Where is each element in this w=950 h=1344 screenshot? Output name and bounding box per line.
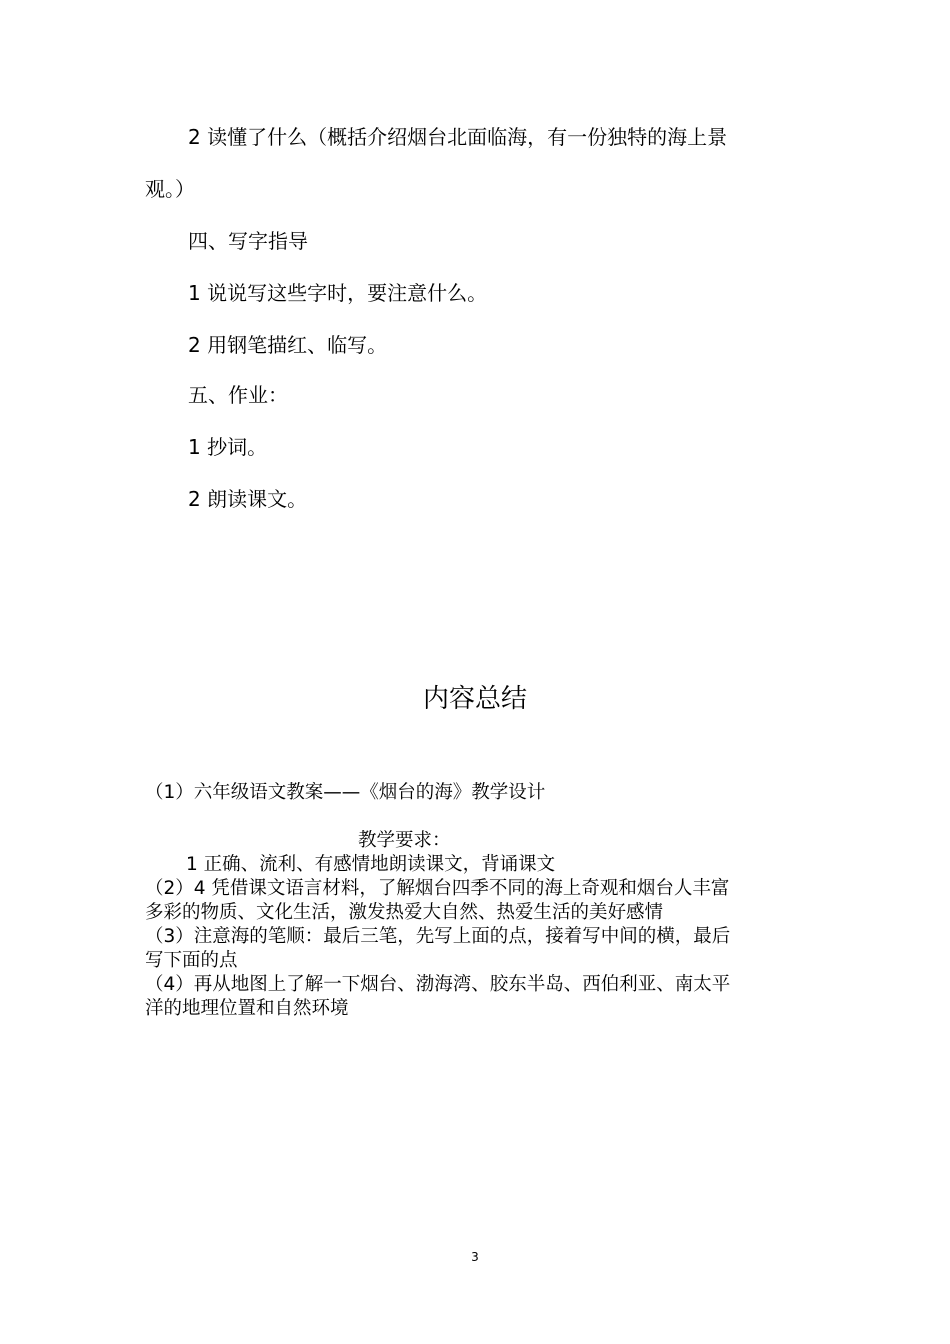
body-line: 1 说说写这些字时，要注意什么。 [188,281,488,305]
summary-line: （4）再从地图上了解一下烟台、渤海湾、胶东半岛、西伯利亚、南太平 [145,974,731,995]
section-heading: 五、作业： [188,383,288,407]
summary-line: （1）六年级语文教案——《烟台的海》教学设计 [145,782,546,803]
summary-line: （3）注意海的笔顺：最后三笔，先写上面的点，接着写中间的横，最后 [145,926,731,947]
body-line: 2 用钢笔描红、临写。 [188,333,388,357]
summary-title: 内容总结 [422,684,527,714]
page-number: 3 [471,1250,479,1264]
body-line: 观。） [145,177,195,201]
body-line: 2 朗读课文。 [188,487,308,511]
body-line: 2 读懂了什么（概括介绍烟台北面临海，有一份独特的海上景 [188,125,728,149]
summary-line: 写下面的点 [145,950,238,971]
summary-line: 教学要求： [358,830,451,851]
summary-line: 多彩的物质、文化生活，激发热爱大自然、热爱生活的美好感情 [145,902,664,923]
body-line: 1 抄词。 [188,435,268,459]
summary-line: 1 正确、流利、有感情地朗读课文，背诵课文 [186,854,556,875]
section-heading: 四、写字指导 [188,229,308,253]
summary-line: （2）4 凭借课文语言材料，了解烟台四季不同的海上奇观和烟台人丰富 [145,878,730,899]
summary-line: 洋的地理位置和自然环境 [145,998,349,1019]
